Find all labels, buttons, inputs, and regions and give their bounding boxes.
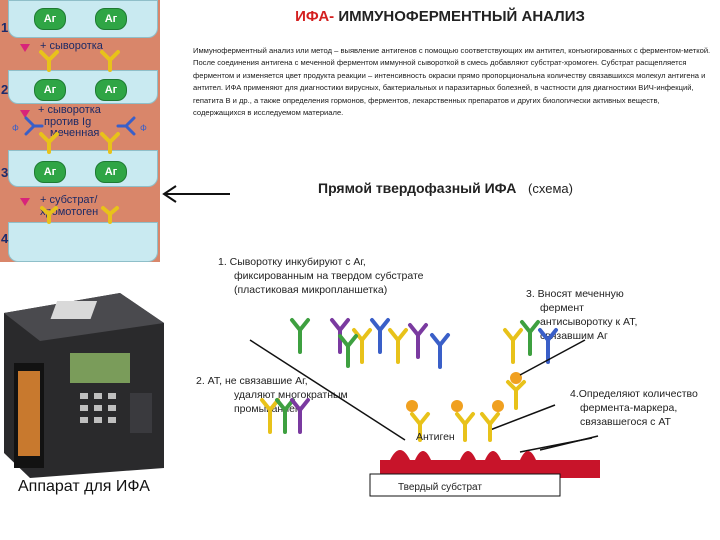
step-number-2: 2 [1, 82, 9, 97]
page-title [170, 8, 710, 25]
step-number-1: 1 [1, 20, 9, 35]
title-main: ИММУНОФЕРМЕНТНЫЙ АНАЛИЗ [334, 8, 585, 25]
left-arrow-icon [160, 184, 232, 204]
step-2-line: 2. АТ, не связавшие Аг, [196, 375, 308, 387]
step-3-line: 3. Вносят меченную [526, 288, 624, 300]
antigen-2a: Аг [34, 79, 66, 101]
scheme-title-note: (схема) [528, 181, 573, 196]
scheme-title-bold: Прямой твердофазный ИФА [318, 180, 517, 196]
enzyme-mark-left: Ф [12, 123, 19, 133]
scheme-substrate-label: Твердый субстрат [398, 482, 482, 493]
note-serum-anti-ig-2: против Ig [44, 116, 92, 128]
elisa-device-image [0, 293, 164, 540]
note-serum-anti-ig-1: + сыворотка [38, 104, 101, 116]
step-1-line: фиксированным на твердом субстрате [234, 270, 424, 282]
step-3-line: антисыворотку к АТ, [540, 316, 638, 328]
antigen-1a: Аг [34, 8, 66, 30]
step-number-3: 3 [1, 165, 9, 180]
scheme-step-1 [218, 255, 424, 297]
note-substrate-2: хромотоген [40, 206, 99, 218]
step-2-line: удаляют многократным [234, 389, 348, 401]
scheme-title [318, 180, 573, 196]
step-2-line: промыванием [234, 403, 303, 415]
enzyme-mark-right: Ф [140, 123, 147, 133]
antigen-3a: Аг [34, 161, 66, 183]
elisa-steps-strip [0, 0, 160, 262]
title-prefix: ИФА- [295, 8, 335, 25]
antigen-1b: Аг [95, 8, 127, 30]
scheme-graphic [190, 300, 720, 540]
note-serum: + сыворотка [40, 40, 103, 52]
step-4-line: фермента-маркера, [580, 402, 678, 414]
step-4-line: 4.Определяют количество [570, 388, 698, 400]
antigen-3b: Аг [95, 161, 127, 183]
step-1-line: (пластиковая микропланшетка) [234, 284, 388, 296]
step-3-line: фермент [540, 302, 584, 314]
device-caption: Аппарат для ИФА [18, 478, 150, 495]
step-3-line: связавшим Аг [540, 330, 608, 342]
step-4-line: связавшегося с АТ [580, 416, 671, 428]
note-serum-anti-ig-3: меченная [50, 127, 100, 139]
elisa-reader-icon [0, 293, 164, 478]
note-substrate-1: + субстрат/ [40, 194, 98, 206]
step-number-4: 4 [1, 231, 9, 246]
step-1-line: 1. Сыворотку инкубируют с Аг, [218, 256, 366, 268]
scheme-antigen-label: Антиген [416, 431, 455, 443]
antigen-2b: Аг [95, 79, 127, 101]
strip-antibodies-graphic [0, 0, 160, 262]
description-text: Иммуноферментный анализ или метод – выявление антигенов с помощью соответствующих им антител, конъюгированных с ферментом-меткой. После соединения антигена с меченной ферментом иммунной сывороткой в смесь добавляют субстрат-хромоген. Субстрат расщепляется ферментом и изменяется цвет продукта реакции – интенсивность окраски прямо пропорциональна количеству связавшихся молекул антигена и антител. ИФА применяют для диагностики вирусных, бактериальных и паразитарных болезней, в частности для диагностики ВИЧ-инфекций, гепатита В и др., а также определения гормонов, ферментов, лекарственных препаратов и других биологически активных веществ, содержащихся в исследуемом материале. [193, 46, 711, 118]
